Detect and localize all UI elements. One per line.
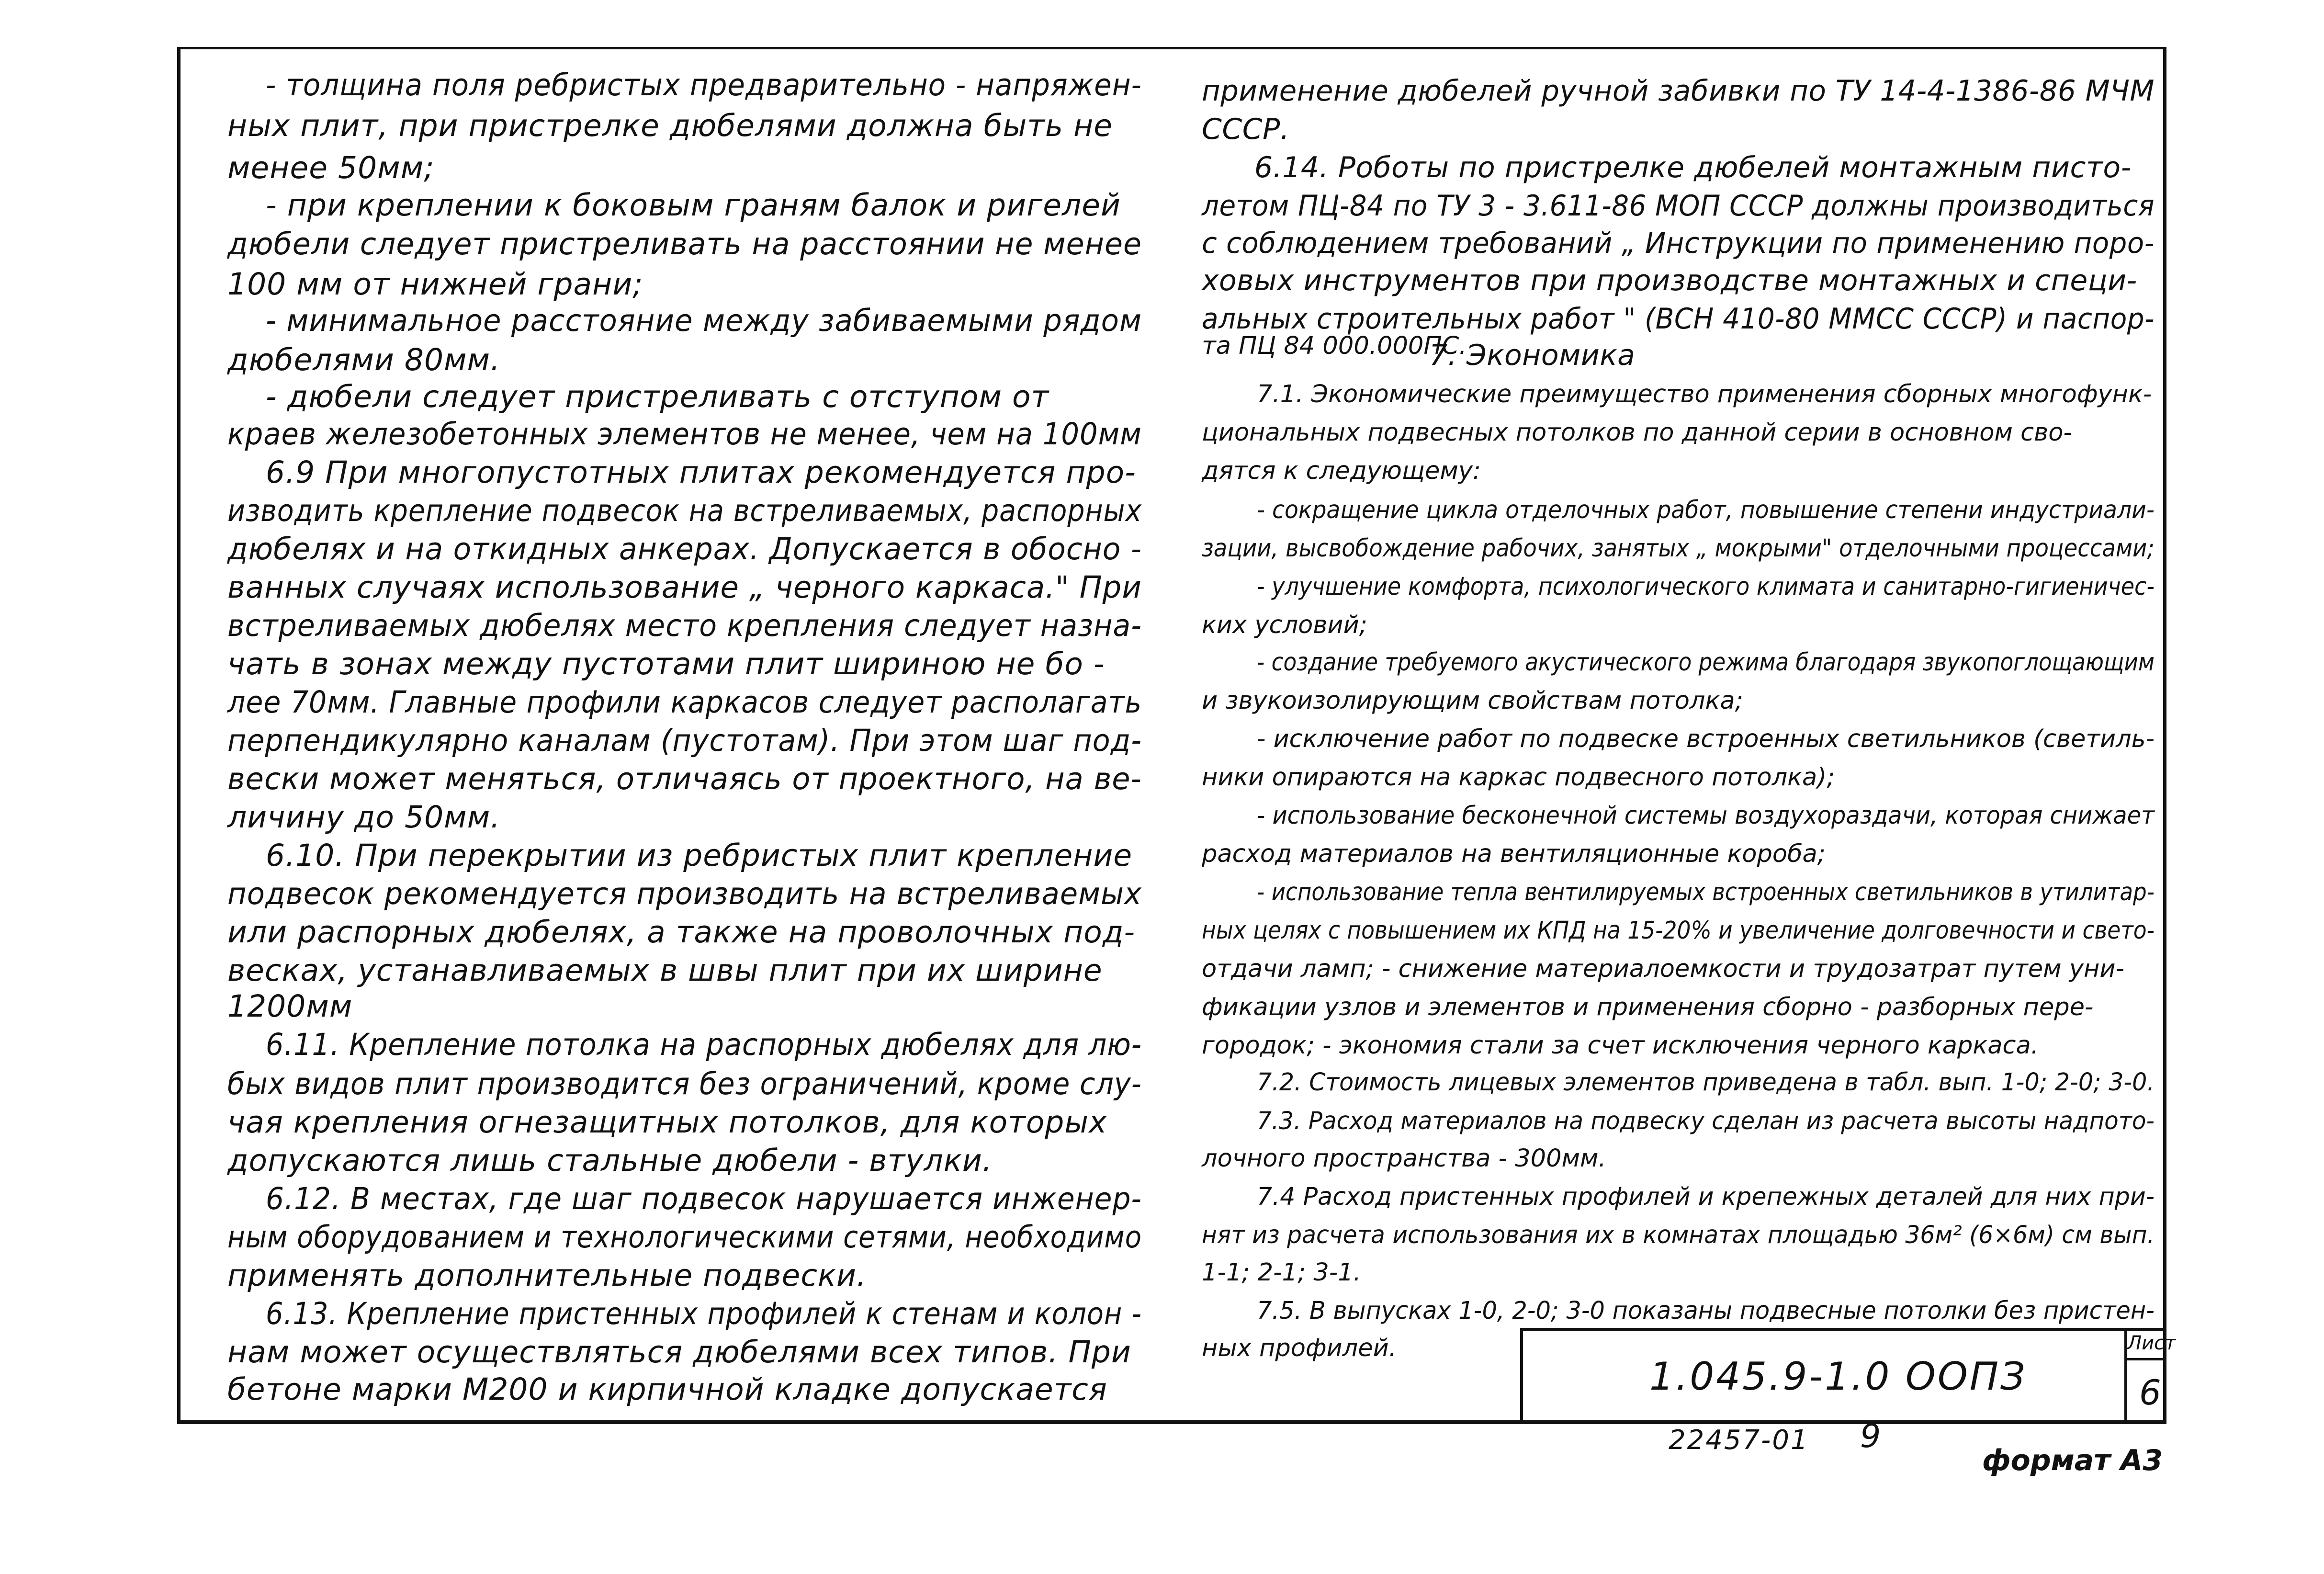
text-line: отдачи ламп; - снижение материалоемкости и трудозатрат путем уни- xyxy=(1202,955,2124,983)
text-line: или распорных дюбелях, а также на проволочных под- xyxy=(227,915,1136,950)
text-line: чая крепления огнезащитных потолков, для которых xyxy=(227,1105,1107,1140)
text-line: 1-1; 2-1; 3-1. xyxy=(1202,1258,1361,1287)
text-line: - толщина поля ребристых предварительно - напряжен- xyxy=(266,68,1142,102)
text-line: с соблюдением требований „ Инструкции по применению поро- xyxy=(1202,226,2155,260)
text-line: - сокращение цикла отделочных работ, повышение степени индустриали- xyxy=(1257,496,2155,524)
text-line: и звукоизолирующим свойствам потолка; xyxy=(1202,687,1743,715)
text-line: та ПЦ 84 000.000ПС. xyxy=(1202,332,1467,360)
text-line: бетоне марки М200 и кирпичной кладке допускается xyxy=(227,1372,1107,1407)
text-line: 1200мм xyxy=(227,989,353,1024)
text-line: городок; - экономия стали за счет исключения черного каркаса. xyxy=(1202,1031,2039,1060)
inventory-number: 22457-01 xyxy=(1669,1425,1809,1456)
text-line: перпендикулярно каналам (пустотам). При этом шаг под- xyxy=(227,723,1142,758)
text-line: ховых инструментов при производстве монтажных и специ- xyxy=(1202,264,2137,297)
text-line: - использование бесконечной системы воздухораздачи, которая снижает xyxy=(1257,802,2155,830)
text-line: применять дополнительные подвески. xyxy=(227,1258,867,1293)
sheet-cell-divider xyxy=(2124,1358,2166,1360)
text-line: дюбелях и на откидных анкерах. Допускается в обосно - xyxy=(227,532,1142,566)
text-line: - исключение работ по подвеске встроенных светильников (светиль- xyxy=(1257,725,2155,753)
text-line: ванных случаях использование „ черного каркаса." При xyxy=(227,570,1142,605)
text-line: весках, устанавливаемых в швы плит при их ширине xyxy=(227,953,1103,988)
text-line: вески может меняться, отличаясь от проектного, на ве- xyxy=(227,761,1142,796)
text-line: дюбели следует пристреливать на расстоянии не менее xyxy=(227,226,1142,261)
text-line: встреливаемых дюбелях место крепления следует назна- xyxy=(227,608,1142,643)
text-line: 7.1. Экономические преимущество применения сборных многофунк- xyxy=(1257,380,2152,408)
text-line: альных строительных работ " (ВСН 410-80 ММСС СССР) и паспор- xyxy=(1202,302,2155,336)
text-line: ных целях с повышением их КПД на 15-20% и увеличение долговечности и свето- xyxy=(1202,917,2155,945)
text-line: ным оборудованием и технологическими сетями, необходимо xyxy=(227,1220,1142,1255)
text-line: допускаются лишь стальные дюбели - втулки. xyxy=(227,1143,993,1178)
text-line: - дюбели следует пристреливать с отступом от xyxy=(266,379,1049,414)
text-line: - при креплении к боковым граням балок и ригелей xyxy=(266,188,1121,223)
text-line: 6.9 При многопустотных плитах рекомендуется про- xyxy=(266,455,1136,490)
text-line: 6.10. При перекрытии из ребристых плит крепление xyxy=(266,838,1133,873)
text-line: применение дюбелей ручной забивки по ТУ 14-4-1386-86 МЧМ xyxy=(1202,74,2155,108)
text-line: подвесок рекомендуется производить на встреливаемых xyxy=(227,876,1142,911)
text-line: 7.5. В выпусках 1-0, 2-0; 3-0 показаны подвесные потолки без пристен- xyxy=(1257,1297,2155,1325)
text-line: дюбелями 80мм. xyxy=(227,342,501,377)
text-line: зации, высвобождение рабочих, занятых „ мокрыми" отделочными процессами; xyxy=(1202,534,2155,563)
text-line: 100 мм от нижней грани; xyxy=(227,267,643,302)
text-line: ких условий; xyxy=(1202,611,1367,639)
text-line: фикации узлов и элементов и применения сборно - разборных пере- xyxy=(1202,993,2094,1021)
text-line: 6.12. В местах, где шаг подвесок нарушается инженер- xyxy=(266,1181,1142,1216)
text-line: нам может осуществляться дюбелями всех типов. При xyxy=(227,1335,1131,1370)
text-line: менее 50мм; xyxy=(227,150,435,185)
text-line: расход материалов на вентиляционные короба; xyxy=(1202,840,1826,868)
text-line: - использование тепла вентилируемых встроенных светильников в утилитар- xyxy=(1257,878,2155,906)
document-code: 1.045.9-1.0 ООПЗ xyxy=(1649,1354,2027,1399)
text-line: чать в зонах между пустотами плит шириною не бо - xyxy=(227,646,1105,681)
text-line: ных плит, при пристрелке дюбелями должна быть не xyxy=(227,108,1113,143)
text-line: летом ПЦ-84 по ТУ 3 - 3.611-86 МОП СССР должны производиться xyxy=(1202,189,2155,223)
text-line: ных профилей. xyxy=(1202,1334,1397,1362)
sheet-label: Лист xyxy=(2127,1332,2176,1354)
text-line: 7.2. Стоимость лицевых элементов приведена в табл. вып. 1-0; 2-0; 3-0. xyxy=(1257,1068,2155,1097)
text-line: 7.4 Расход пристенных профилей и крепежных деталей для них при- xyxy=(1257,1183,2155,1211)
text-line: 6.13. Крепление пристенных профилей к стенам и колон - xyxy=(266,1296,1142,1331)
text-line: лее 70мм. Главные профили каркасов следует располагать xyxy=(227,685,1142,720)
text-line: изводить крепление подвесок на встреливаемых, распорных xyxy=(227,493,1142,528)
text-line: ники опираются на каркас подвесного потолка); xyxy=(1202,763,1835,792)
paper-format: формат А3 xyxy=(1982,1444,2163,1477)
copy-number: 9 xyxy=(1860,1417,1881,1455)
text-line: нят из расчета использования их в комнатах площадью 36м² (6×6м) см вып. xyxy=(1202,1221,2155,1249)
text-line: краев железобетонных элементов не менее, чем на 100мм xyxy=(227,417,1142,452)
sheet-number: 6 xyxy=(2139,1372,2161,1413)
text-line: бых видов плит производится без ограничений, кроме слу- xyxy=(227,1066,1142,1101)
text-line: - улучшение комфорта, психологического климата и санитарно-гигиеничес- xyxy=(1257,573,2155,601)
text-line: циональных подвесных потолков по данной серии в основном сво- xyxy=(1202,419,2072,447)
text-line: 7.3. Расход материалов на подвеску сделан из расчета высоты надпото- xyxy=(1257,1107,2155,1135)
text-line: 6.14. Роботы по пристрелке дюбелей монтажным писто- xyxy=(1254,151,2132,184)
text-line: СССР. xyxy=(1202,113,1290,146)
text-line: личину до 50мм. xyxy=(227,800,501,835)
text-line: - создание требуемого акустического режима благодаря звукопоглощающим xyxy=(1257,648,2155,677)
text-line: - минимальное расстояние между забиваемыми рядом xyxy=(266,303,1142,338)
text-line: лочного пространства - 300мм. xyxy=(1202,1144,1606,1173)
text-line: дятся к следующему: xyxy=(1202,457,1481,485)
text-line: 6.11. Крепление потолка на распорных дюбелях для лю- xyxy=(266,1027,1142,1062)
section-heading: 7. Экономика xyxy=(1429,339,1636,372)
